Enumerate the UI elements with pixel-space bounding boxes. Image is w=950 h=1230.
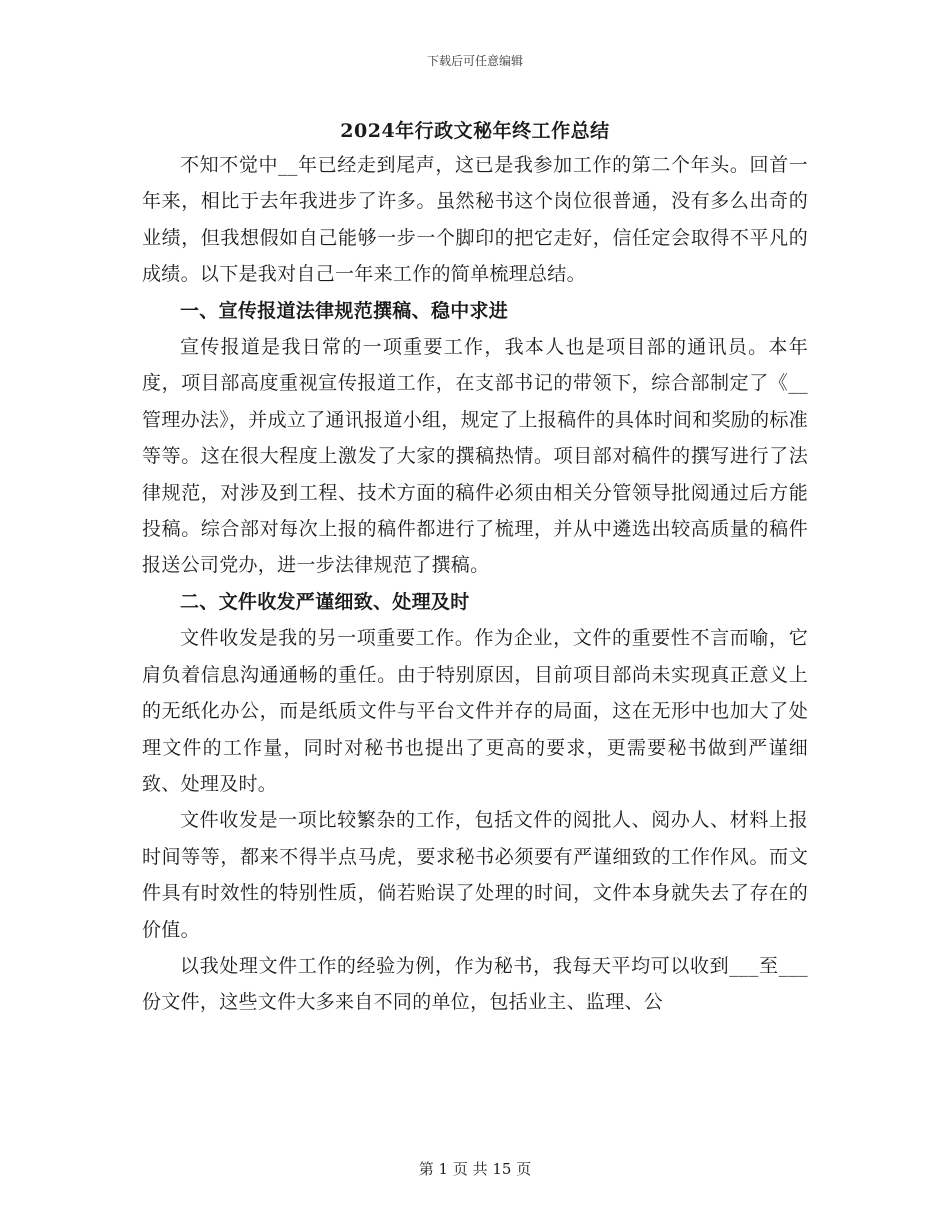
- page-number: 第 1 页 共 15 页: [418, 1160, 532, 1178]
- publicity-paragraph: 宣传报道是我日常的一项重要工作，我本人也是项目部的通讯员。本年度，项目部高度重视宣传报道工作，在支部书记的带领下，综合部制定了《__管理办法》，并成立了通讯报道小组，规定了上报稿件的具体时间和奖励的标准等等。这在很大程度上激发了大家的撰稿热情。项目部对稿件的撰写进行了法律规范，对涉及到工程、技术方面的稿件必须由相关分管领导批阅通过后方能投稿。综合部对每次上报的稿件都进行了梳理，并从中遴选出较高质量的稿件报送公司党办，进一步法律规范了撰稿。: [142, 336, 809, 577]
- section-heading-documents: 二、文件收发严谨细致、处理及时: [180, 590, 470, 613]
- section-heading-publicity: 一、宣传报道法律规范撰稿、稳中求进: [180, 299, 509, 322]
- document-title: 2024年行政文秘年终工作总结: [340, 120, 610, 142]
- documents-paragraph-3: 以我处理文件工作的经验为例，作为秘书，我每天平均可以收到___至___份文件，这些文件大多来自不同的单位，包括业主、监理、公: [142, 954, 808, 1014]
- intro-paragraph: 不知不觉中__年已经走到尾声，这已是我参加工作的第二个年头。回首一年来，相比于去年我进步了许多。虽然秘书这个岗位很普通，没有多么出奇的业绩，但我想假如自己能够一步一个脚印的把它走好，信任定会取得不平凡的成绩。以下是我对自己一年来工作的简单梳理总结。: [142, 154, 808, 286]
- document-body: [142, 147, 808, 1021]
- documents-paragraph-1: 文件收发是我的另一项重要工作。作为企业，文件的重要性不言而喻，它肩负着信息沟通通畅的重任。由于特别原因，目前项目部尚未实现真正意义上的无纸化办公，而是纸质文件与平台文件并存的局面，这在无形中也加大了处理文件的工作量，同时对秘书也提出了更高的要求，更需要秘书做到严谨细致、处理及时。: [142, 627, 808, 795]
- documents-paragraph-2: 文件收发是一项比较繁杂的工作，包括文件的阅批人、阅办人、材料上报时间等等，都来不得半点马虎，要求秘书必须要有严谨细致的工作作风。而文件具有时效性的特别性质，倘若贻误了处理的时间，文件本身就失去了存在的价值。: [142, 809, 808, 941]
- page-header-note: 下载后可任意编辑: [426, 54, 523, 68]
